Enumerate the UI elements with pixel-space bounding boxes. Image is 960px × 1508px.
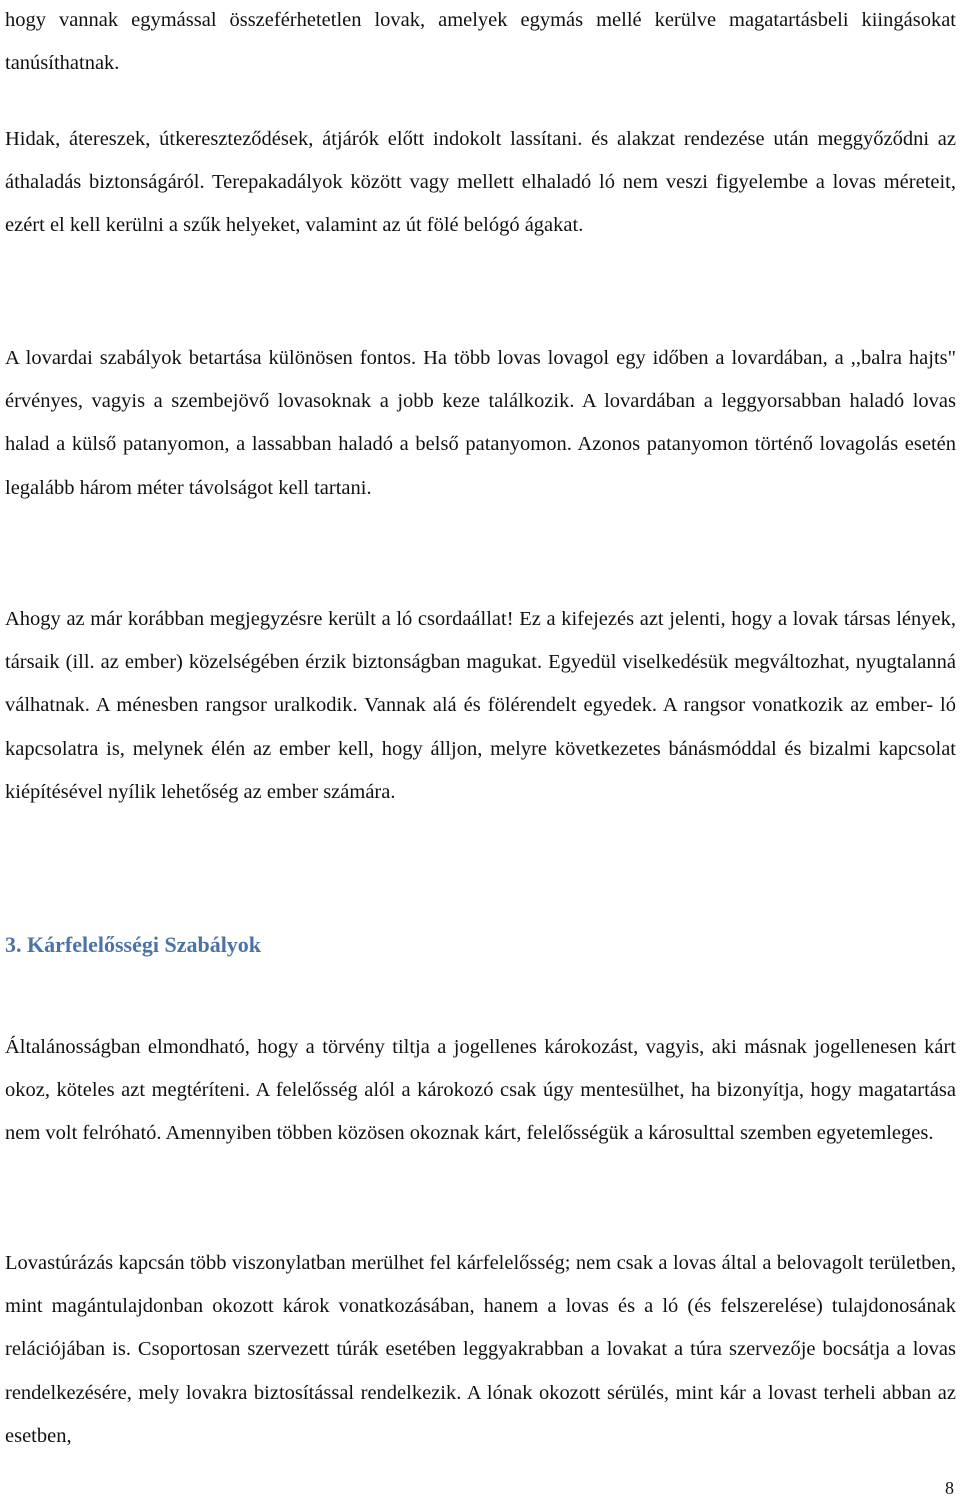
section-heading: 3. Kárfelelősségi Szabályok (5, 932, 262, 957)
paragraph-crossings: Hidak, átereszek, útkereszteződések, átjárók előtt indokolt lassítani. és alakzat rendezése után meggyőződni az áthaladás biztonságáról. Terepakadályok között vagy mellett elhaladó ló nem veszi figyelembe a lovas méreteit, ezért el kell kerülni a szűk helyeket, valamint az út fölé belógó ágakat. (5, 128, 956, 237)
paragraph-liability-general: Általánosságban elmondható, hogy a törvény tiltja a jogellenes károkozást, vagyis, aki másnak jogellenesen kárt okoz, köteles azt megtéríteni. A felelősség alól a károkozó csak úgy mentesülhet, ha bizonyítja, hogy magatartása nem volt felróható. Amennyiben többen közösen okoznak kárt, felelősségük a károsulttal szemben egyetemleges. (5, 1036, 956, 1145)
paragraph-riding-tour-liability: Lovastúrázás kapcsán több viszonylatban merülhet fel kárfelelősség; nem csak a lovas által a belovagolt területben, mint magántulajdonban okozott károk vonatkozásában, hanem a lovas és a ló (és felszerelése) tulajdonosának relációjában is. Csoportosan szervezett túrák esetében leggyakrabban a lovakat a túra szervezője bocsátja a lovas rendelkezésére, mely lovakra biztosítással rendelkezik. A lónak okozott sérülés, mint kár a lovast terheli abban az esetben, (5, 1252, 956, 1447)
paragraph-horse-compatibility: hogy vannak egymással összeférhetetlen lovak, amelyek egymás mellé kerülve magatartásbeli kiingásokat tanúsíthatnak. (5, 9, 956, 75)
page-number: 8 (945, 1478, 954, 1498)
paragraph-arena-rules: A lovardai szabályok betartása különösen fontos. Ha több lovas lovagol egy időben a lovardában, a ,,balra hajts" érvényes, vagyis a szembejövő lovasoknak a jobb keze találkozik. A lovardában a leggyorsabban haladó lovas halad a külső patanyomon, a lassabban haladó a belső patanyomon. Azonos patanyomon történő lovagolás esetén legalább három méter távolságot kell tartani. (5, 347, 956, 499)
paragraph-herd-animal: Ahogy az már korábban megjegyzésre került a ló csordaállat! Ez a kifejezés azt jelenti, hogy a lovak társas lények, társaik (ill. az ember) közelségében érzik biztonságban magukat. Egyedül viselkedésük megváltozhat, nyugtalanná válhatnak. A ménesben rangsor uralkodik. Vannak alá és fölérendelt egyedek. A rangsor vonatkozik az ember- ló kapcsolatra is, melynek élén az ember kell, hogy álljon, melyre következetes bánásmóddal és bizalmi kapcsolat kiépítésével nyílik lehetőség az ember számára. (5, 608, 956, 803)
